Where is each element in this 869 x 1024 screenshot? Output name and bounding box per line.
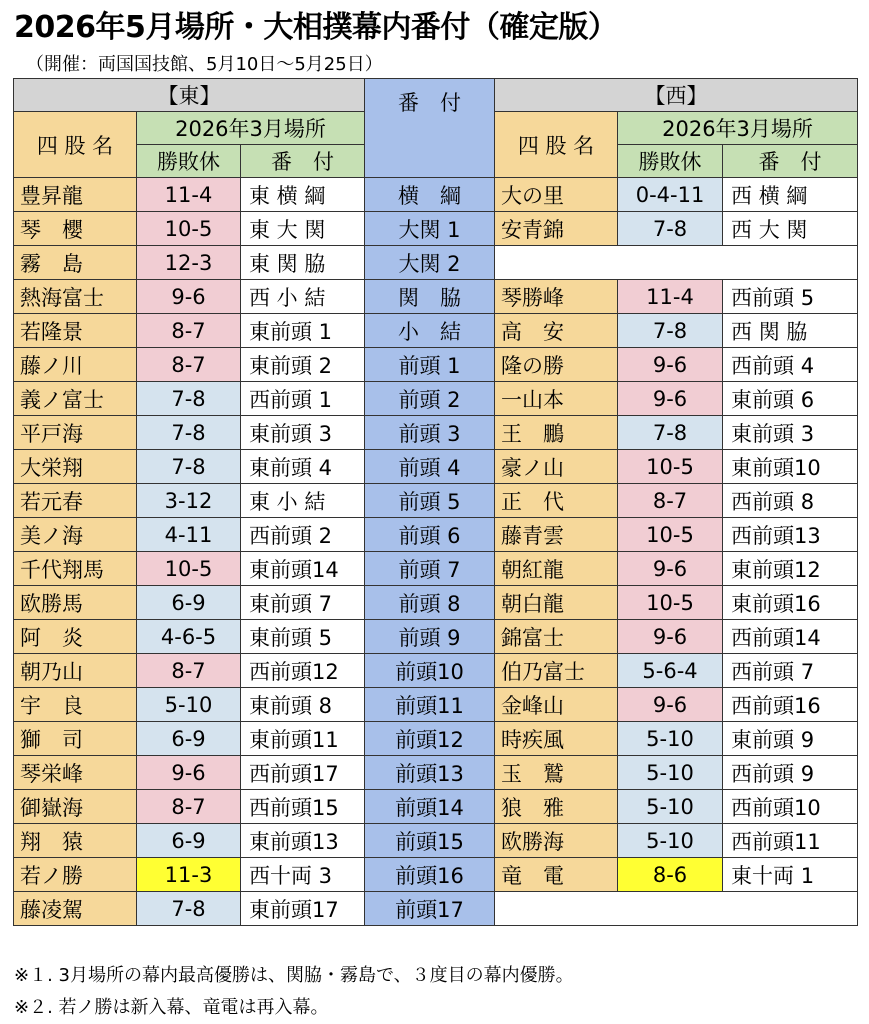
west-record-header: 勝敗休 bbox=[618, 145, 723, 178]
banzuke-body bbox=[14, 178, 858, 926]
page-title: 2026年5月場所・大相撲幕内番付（確定版） bbox=[14, 10, 618, 45]
table-row bbox=[14, 348, 858, 382]
west-empty-cell bbox=[495, 892, 858, 926]
banzuke-table bbox=[13, 78, 858, 926]
west-empty-cell bbox=[495, 246, 858, 280]
east-shikona: 豊昇龍 bbox=[14, 178, 137, 212]
banzuke-rank: 前頭 6 bbox=[365, 518, 495, 552]
east-shikona: 千代翔馬 bbox=[14, 552, 137, 586]
table-row bbox=[14, 484, 858, 518]
east-record: 10-5 bbox=[137, 552, 241, 586]
east-record: 7-8 bbox=[137, 416, 241, 450]
east-prev-rank: 西前頭17 bbox=[241, 756, 365, 790]
east-record: 3-12 bbox=[137, 484, 241, 518]
west-prev-rank: 西前頭16 bbox=[723, 688, 858, 722]
table-row bbox=[14, 178, 858, 212]
west-shikona: 豪ノ山 bbox=[495, 450, 618, 484]
west-prev-rank: 東十両 1 bbox=[723, 858, 858, 892]
east-record: 7-8 bbox=[137, 892, 241, 926]
east-record: 8-7 bbox=[137, 654, 241, 688]
west-prev-rank: 西前頭 5 bbox=[723, 280, 858, 314]
west-prev-rank: 西前頭10 bbox=[723, 790, 858, 824]
west-prev-rank: 西 横 綱 bbox=[723, 178, 858, 212]
west-shikona: 大の里 bbox=[495, 178, 618, 212]
table-row bbox=[14, 450, 858, 484]
east-record: 5-10 bbox=[137, 688, 241, 722]
banzuke-rank: 大関 1 bbox=[365, 212, 495, 246]
west-record: 10-5 bbox=[618, 450, 723, 484]
east-record: 12-3 bbox=[137, 246, 241, 280]
west-record: 7-8 bbox=[618, 314, 723, 348]
footnotes bbox=[14, 960, 574, 1024]
west-shikona: 安青錦 bbox=[495, 212, 618, 246]
table-row bbox=[14, 552, 858, 586]
table-row bbox=[14, 212, 858, 246]
table-row bbox=[14, 280, 858, 314]
banzuke-rank: 大関 2 bbox=[365, 246, 495, 280]
east-prev-rank: 東 小 結 bbox=[241, 484, 365, 518]
west-prev-rank: 西 関 脇 bbox=[723, 314, 858, 348]
west-record: 8-6 bbox=[618, 858, 723, 892]
west-header: 【西】 bbox=[495, 79, 858, 112]
west-shikona: 欧勝海 bbox=[495, 824, 618, 858]
east-prev-rank: 東前頭11 bbox=[241, 722, 365, 756]
west-shikona: 朝紅龍 bbox=[495, 552, 618, 586]
east-prev-rank: 東前頭 7 bbox=[241, 586, 365, 620]
east-record: 6-9 bbox=[137, 722, 241, 756]
west-shikona-header: 四 股 名 bbox=[495, 112, 618, 178]
table-row bbox=[14, 688, 858, 722]
west-record: 0-4-11 bbox=[618, 178, 723, 212]
west-record: 5-10 bbox=[618, 790, 723, 824]
east-prev-rank: 東 大 関 bbox=[241, 212, 365, 246]
east-shikona: 熱海富士 bbox=[14, 280, 137, 314]
west-shikona: 藤青雲 bbox=[495, 518, 618, 552]
east-record: 6-9 bbox=[137, 586, 241, 620]
east-shikona: 藤ノ川 bbox=[14, 348, 137, 382]
banzuke-rank: 前頭17 bbox=[365, 892, 495, 926]
east-prev-rank: 西前頭15 bbox=[241, 790, 365, 824]
east-shikona: 獅 司 bbox=[14, 722, 137, 756]
east-prev-rank: 東前頭14 bbox=[241, 552, 365, 586]
banzuke-rank: 前頭10 bbox=[365, 654, 495, 688]
footnote-2: ※２. 若ノ勝は新入幕、竜電は再入幕。 bbox=[14, 997, 329, 1018]
table-row bbox=[14, 756, 858, 790]
east-prev-rank: 東前頭 2 bbox=[241, 348, 365, 382]
east-rank-header: 番 付 bbox=[241, 145, 365, 178]
east-record: 9-6 bbox=[137, 280, 241, 314]
table-row bbox=[14, 314, 858, 348]
banzuke-rank: 前頭12 bbox=[365, 722, 495, 756]
west-prev-rank: 西前頭 7 bbox=[723, 654, 858, 688]
table-row bbox=[14, 416, 858, 450]
table-row bbox=[14, 654, 858, 688]
banzuke-rank: 横 綱 bbox=[365, 178, 495, 212]
west-shikona: 琴勝峰 bbox=[495, 280, 618, 314]
banzuke-rank: 前頭 8 bbox=[365, 586, 495, 620]
east-shikona: 藤凌駕 bbox=[14, 892, 137, 926]
west-prev-rank: 東前頭12 bbox=[723, 552, 858, 586]
east-record: 8-7 bbox=[137, 790, 241, 824]
banzuke-rank: 前頭 3 bbox=[365, 416, 495, 450]
west-prev-basho-header: 2026年3月場所 bbox=[618, 112, 858, 145]
west-prev-rank: 西前頭14 bbox=[723, 620, 858, 654]
east-prev-rank: 東前頭 4 bbox=[241, 450, 365, 484]
east-prev-basho-header: 2026年3月場所 bbox=[137, 112, 365, 145]
west-record: 5-6-4 bbox=[618, 654, 723, 688]
table-row bbox=[14, 790, 858, 824]
east-prev-rank: 西十両 3 bbox=[241, 858, 365, 892]
west-record: 7-8 bbox=[618, 212, 723, 246]
banzuke-rank: 前頭14 bbox=[365, 790, 495, 824]
east-prev-rank: 西前頭 1 bbox=[241, 382, 365, 416]
east-shikona-header: 四 股 名 bbox=[14, 112, 137, 178]
banzuke-rank: 前頭 7 bbox=[365, 552, 495, 586]
west-prev-rank: 東前頭16 bbox=[723, 586, 858, 620]
east-shikona: 宇 良 bbox=[14, 688, 137, 722]
east-header: 【東】 bbox=[14, 79, 365, 112]
banzuke-rank: 前頭15 bbox=[365, 824, 495, 858]
east-record: 7-8 bbox=[137, 450, 241, 484]
table-row bbox=[14, 246, 858, 280]
east-shikona: 琴 櫻 bbox=[14, 212, 137, 246]
table-row bbox=[14, 586, 858, 620]
west-prev-rank: 西前頭11 bbox=[723, 824, 858, 858]
west-record: 9-6 bbox=[618, 688, 723, 722]
east-record: 10-5 bbox=[137, 212, 241, 246]
table-row bbox=[14, 620, 858, 654]
east-prev-rank: 東前頭 8 bbox=[241, 688, 365, 722]
banzuke-rank: 前頭 9 bbox=[365, 620, 495, 654]
table-row bbox=[14, 722, 858, 756]
west-record: 5-10 bbox=[618, 722, 723, 756]
east-record: 4-11 bbox=[137, 518, 241, 552]
banzuke-rank: 前頭16 bbox=[365, 858, 495, 892]
west-prev-rank: 東前頭10 bbox=[723, 450, 858, 484]
east-record-header: 勝敗休 bbox=[137, 145, 241, 178]
west-shikona: 伯乃富士 bbox=[495, 654, 618, 688]
east-record: 7-8 bbox=[137, 382, 241, 416]
west-shikona: 高 安 bbox=[495, 314, 618, 348]
west-prev-rank: 西前頭 9 bbox=[723, 756, 858, 790]
east-record: 8-7 bbox=[137, 348, 241, 382]
east-shikona: 若元春 bbox=[14, 484, 137, 518]
east-prev-rank: 西 小 結 bbox=[241, 280, 365, 314]
page-subtitle: （開催：両国国技館、5月10日〜5月25日） bbox=[26, 54, 383, 75]
east-shikona: 翔 猿 bbox=[14, 824, 137, 858]
banzuke-rank: 関 脇 bbox=[365, 280, 495, 314]
west-record: 10-5 bbox=[618, 586, 723, 620]
west-prev-rank: 西前頭13 bbox=[723, 518, 858, 552]
east-shikona: 御嶽海 bbox=[14, 790, 137, 824]
west-shikona: 金峰山 bbox=[495, 688, 618, 722]
west-record: 9-6 bbox=[618, 620, 723, 654]
banzuke-rank: 前頭13 bbox=[365, 756, 495, 790]
west-shikona: 一山本 bbox=[495, 382, 618, 416]
west-shikona: 王 鵬 bbox=[495, 416, 618, 450]
west-prev-rank: 西 大 関 bbox=[723, 212, 858, 246]
east-prev-rank: 東 横 綱 bbox=[241, 178, 365, 212]
west-shikona: 錦富士 bbox=[495, 620, 618, 654]
east-prev-rank: 東 関 脇 bbox=[241, 246, 365, 280]
banzuke-rank: 前頭 5 bbox=[365, 484, 495, 518]
west-shikona: 玉 鷲 bbox=[495, 756, 618, 790]
table-row bbox=[14, 518, 858, 552]
east-prev-rank: 東前頭 3 bbox=[241, 416, 365, 450]
west-prev-rank: 西前頭 8 bbox=[723, 484, 858, 518]
east-record: 9-6 bbox=[137, 756, 241, 790]
east-prev-rank: 西前頭12 bbox=[241, 654, 365, 688]
east-shikona: 阿 炎 bbox=[14, 620, 137, 654]
east-record: 11-3 bbox=[137, 858, 241, 892]
west-record: 7-8 bbox=[618, 416, 723, 450]
banzuke-rank: 前頭 1 bbox=[365, 348, 495, 382]
east-prev-rank: 東前頭 1 bbox=[241, 314, 365, 348]
east-record: 6-9 bbox=[137, 824, 241, 858]
footnote-1: ※１. 3月場所の幕内最高優勝は、関脇・霧島で、３度目の幕内優勝。 bbox=[14, 965, 574, 986]
banzuke-rank: 前頭 4 bbox=[365, 450, 495, 484]
west-shikona: 時疾風 bbox=[495, 722, 618, 756]
banzuke-rank: 小 結 bbox=[365, 314, 495, 348]
table-row bbox=[14, 858, 858, 892]
west-record: 10-5 bbox=[618, 518, 723, 552]
east-record: 11-4 bbox=[137, 178, 241, 212]
west-record: 5-10 bbox=[618, 756, 723, 790]
west-shikona: 隆の勝 bbox=[495, 348, 618, 382]
east-shikona: 欧勝馬 bbox=[14, 586, 137, 620]
banzuke-rank: 前頭11 bbox=[365, 688, 495, 722]
west-shikona: 狼 雅 bbox=[495, 790, 618, 824]
west-record: 9-6 bbox=[618, 348, 723, 382]
east-shikona: 大栄翔 bbox=[14, 450, 137, 484]
west-rank-header: 番 付 bbox=[723, 145, 858, 178]
east-shikona: 若隆景 bbox=[14, 314, 137, 348]
east-shikona: 若ノ勝 bbox=[14, 858, 137, 892]
west-shikona: 竜 電 bbox=[495, 858, 618, 892]
east-shikona: 平戸海 bbox=[14, 416, 137, 450]
table-row bbox=[14, 892, 858, 926]
east-prev-rank: 東前頭 5 bbox=[241, 620, 365, 654]
west-prev-rank: 東前頭 6 bbox=[723, 382, 858, 416]
banzuke-column-header: 番 付 bbox=[365, 79, 495, 178]
east-prev-rank: 西前頭 2 bbox=[241, 518, 365, 552]
east-shikona: 琴栄峰 bbox=[14, 756, 137, 790]
west-prev-rank: 東前頭 3 bbox=[723, 416, 858, 450]
table-row bbox=[14, 824, 858, 858]
west-record: 8-7 bbox=[618, 484, 723, 518]
east-shikona: 朝乃山 bbox=[14, 654, 137, 688]
banzuke-rank: 前頭 2 bbox=[365, 382, 495, 416]
west-prev-rank: 西前頭 4 bbox=[723, 348, 858, 382]
west-shikona: 朝白龍 bbox=[495, 586, 618, 620]
west-record: 5-10 bbox=[618, 824, 723, 858]
west-prev-rank: 東前頭 9 bbox=[723, 722, 858, 756]
east-shikona: 美ノ海 bbox=[14, 518, 137, 552]
west-shikona: 正 代 bbox=[495, 484, 618, 518]
west-record: 11-4 bbox=[618, 280, 723, 314]
table-row bbox=[14, 382, 858, 416]
west-record: 9-6 bbox=[618, 382, 723, 416]
east-prev-rank: 東前頭13 bbox=[241, 824, 365, 858]
east-record: 4-6-5 bbox=[137, 620, 241, 654]
west-record: 9-6 bbox=[618, 552, 723, 586]
east-shikona: 義ノ富士 bbox=[14, 382, 137, 416]
east-shikona: 霧 島 bbox=[14, 246, 137, 280]
east-prev-rank: 東前頭17 bbox=[241, 892, 365, 926]
east-record: 8-7 bbox=[137, 314, 241, 348]
